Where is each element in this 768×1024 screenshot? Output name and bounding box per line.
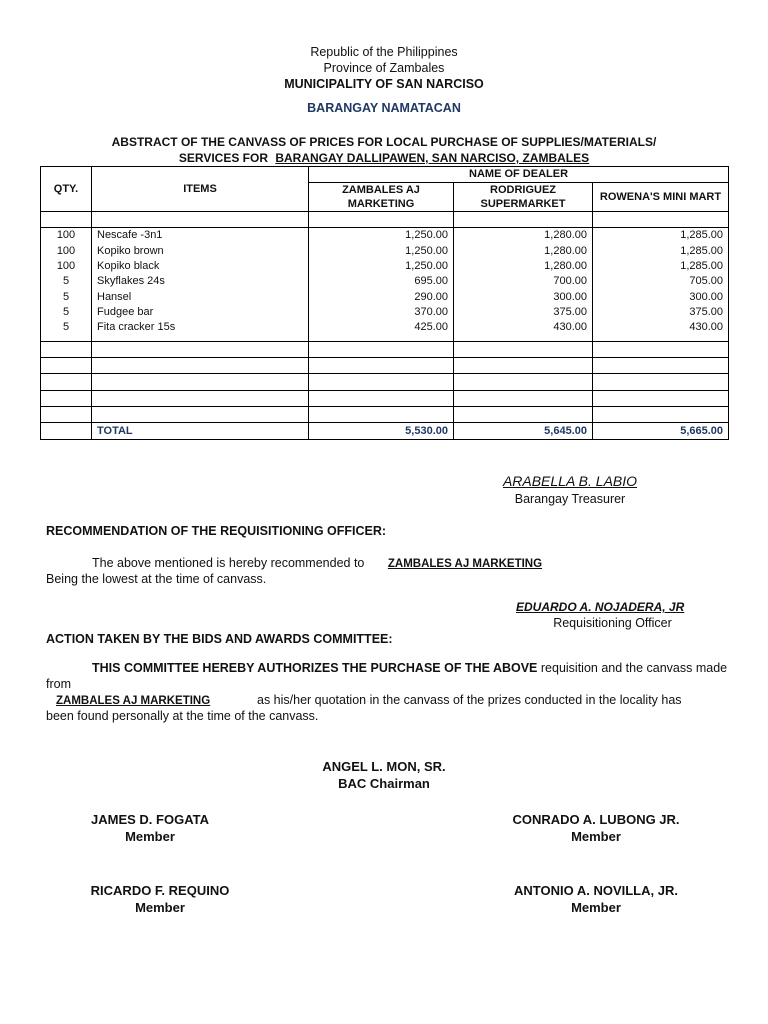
qty-cell: 5 (41, 320, 92, 335)
member-role: Member (571, 900, 621, 915)
price-cell: 695.00 (309, 274, 454, 289)
price-cell: 375.00 (454, 305, 593, 320)
member-signature (55, 883, 265, 915)
table-row (41, 289, 729, 304)
price-cell: 705.00 (593, 274, 729, 289)
member-role: Member (135, 900, 185, 915)
price-cell: 1,285.00 (593, 259, 729, 274)
price-cell: 1,285.00 (593, 244, 729, 259)
price-cell: 370.00 (309, 305, 454, 320)
action-bold-text: THIS COMMITTEE HEREBY AUTHORIZES THE PURCHASE OF THE ABOVE (92, 661, 538, 675)
item-cell: Hansel (92, 289, 309, 304)
dealer-name: ROWENA'S MINI MART (593, 183, 729, 212)
barangay-line: BARANGAY NAMATACAN (307, 101, 461, 115)
qty-cell: 5 (41, 305, 92, 320)
document-header (0, 44, 768, 116)
treasurer-name: ARABELLA B. LABIO (502, 473, 638, 489)
price-cell: 1,280.00 (454, 228, 593, 244)
member-role: Member (125, 829, 175, 844)
table-row (41, 274, 729, 289)
officer-name: EDUARDO A. NOJADERA, JR (516, 600, 685, 614)
price-cell: 700.00 (454, 274, 593, 289)
chairman-signature (284, 759, 484, 791)
table-row (41, 374, 729, 390)
recommendation-heading: RECOMMENDATION OF THE REQUISITIONING OFFICER: (46, 524, 387, 538)
item-cell: Nescafe -3n1 (92, 228, 309, 244)
price-cell: 1,285.00 (593, 228, 729, 244)
price-cell: 430.00 (593, 320, 729, 335)
table-row (41, 407, 729, 423)
chairman-role: BAC Chairman (338, 776, 430, 791)
awardee: ZAMBALES AJ MARKETING (56, 695, 211, 707)
title-line-1: ABSTRACT OF THE CANVASS OF PRICES FOR LOCAL PURCHASE OF SUPPLIES/MATERIALS/ (111, 135, 657, 149)
price-cell: 1,280.00 (454, 244, 593, 259)
table-row (41, 358, 729, 374)
price-cell: 425.00 (309, 320, 454, 335)
recommendation-prefix: The above mentioned is hereby recommended to (92, 556, 365, 570)
items-header: ITEMS (92, 167, 309, 212)
table-row (41, 244, 729, 259)
member-name: CONRADO A. LUBONG JR. (512, 812, 680, 827)
action-heading: ACTION TAKEN BY THE BIDS AND AWARDS COMMITTEE: (46, 632, 393, 646)
table-row (41, 320, 729, 335)
qty-cell: 5 (41, 274, 92, 289)
total-label: TOTAL (92, 423, 309, 439)
action-text-after: as his/her quotation in the canvass of the prizes conducted in the locality has (257, 693, 682, 707)
qty-cell: 100 (41, 228, 92, 244)
officer-signature (500, 600, 725, 630)
price-cell: 1,250.00 (309, 244, 454, 259)
total-qty-cell (41, 423, 92, 439)
item-cell: Skyflakes 24s (92, 274, 309, 289)
province-line: Province of Zambales (323, 61, 445, 75)
member-name: RICARDO F. REQUINO (90, 883, 230, 898)
dealer-name: ZAMBALES AJ MARKETING (309, 183, 454, 212)
recommendation-line-2: Being the lowest at the time of canvass. (46, 572, 267, 586)
price-cell: 1,250.00 (309, 259, 454, 274)
price-cell: 430.00 (454, 320, 593, 335)
table-row (41, 212, 729, 228)
action-text-cont: requisition and the canvass made (540, 661, 728, 675)
action-line-1 (92, 661, 727, 675)
dealer-name: RODRIGUEZ SUPERMARKET (454, 183, 593, 212)
price-cell: 300.00 (454, 289, 593, 304)
table-row (41, 341, 729, 357)
item-cell: Fita cracker 15s (92, 320, 309, 335)
action-from: from (46, 677, 71, 691)
action-line-3 (46, 693, 682, 707)
member-name: JAMES D. FOGATA (91, 812, 209, 827)
table-header-row (41, 167, 729, 183)
qty-cell: 5 (41, 289, 92, 304)
municipality-line: MUNICIPALITY OF SAN NARCISO (284, 77, 484, 91)
qty-header: QTY. (41, 167, 92, 212)
table-row (41, 259, 729, 274)
title-line-2 (0, 150, 768, 166)
member-signature (50, 812, 250, 844)
treasurer-signature (470, 473, 670, 506)
table-row (41, 305, 729, 320)
republic-line: Republic of the Philippines (310, 45, 458, 59)
total-cell: 5,665.00 (593, 423, 729, 439)
recommendation-text (92, 556, 542, 570)
qty-cell: 100 (41, 259, 92, 274)
dealer-header: NAME OF DEALER (309, 167, 729, 183)
total-row (41, 423, 729, 439)
title-place: BARANGAY DALLIPAWEN, SAN NARCISO, ZAMBALES (275, 151, 590, 165)
member-role: Member (571, 829, 621, 844)
item-cell: Kopiko brown (92, 244, 309, 259)
title-prefix: SERVICES FOR (178, 151, 268, 165)
price-cell: 1,280.00 (454, 259, 593, 274)
table-row (41, 390, 729, 406)
item-cell: Kopiko black (92, 259, 309, 274)
price-cell: 300.00 (593, 289, 729, 304)
table-row (41, 228, 729, 244)
treasurer-role: Barangay Treasurer (514, 492, 626, 506)
officer-role: Requisitioning Officer (553, 616, 672, 630)
member-name: ANTONIO A. NOVILLA, JR. (514, 883, 678, 898)
item-cell: Fudgee bar (92, 305, 309, 320)
price-cell: 375.00 (593, 305, 729, 320)
action-line-4: been found personally at the time of the canvass. (46, 709, 319, 723)
recommended-dealer: ZAMBALES AJ MARKETING (387, 558, 543, 570)
chairman-name: ANGEL L. MON, SR. (322, 759, 446, 774)
document-title (0, 134, 768, 166)
member-signature (486, 883, 706, 915)
total-cell: 5,530.00 (309, 423, 454, 439)
total-cell: 5,645.00 (454, 423, 593, 439)
price-cell: 1,250.00 (309, 228, 454, 244)
qty-cell: 100 (41, 244, 92, 259)
price-cell: 290.00 (309, 289, 454, 304)
canvass-table (40, 166, 729, 440)
member-signature (486, 812, 706, 844)
